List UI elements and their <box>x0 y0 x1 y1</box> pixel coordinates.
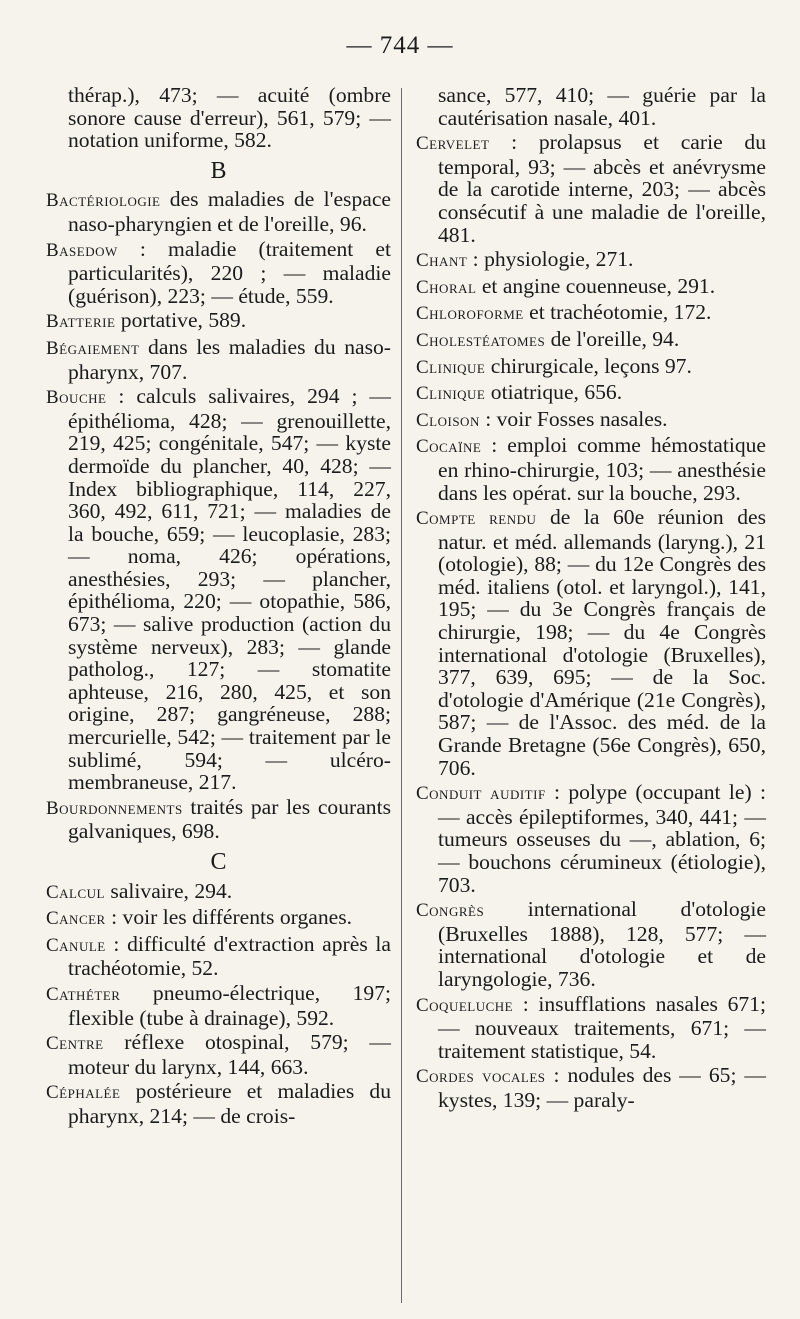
entry-heading: Calcul <box>46 881 106 903</box>
entry-text: portative, 589. <box>115 308 247 333</box>
entry-text: traités par les courants galvaniques, 698. <box>68 794 391 844</box>
entry-heading: Bactériologie <box>46 190 161 212</box>
entry-heading: Basedow <box>46 239 118 261</box>
index-entry <box>46 906 391 931</box>
index-entry <box>46 238 391 308</box>
entry-heading: Chloroforme <box>416 303 524 325</box>
index-entry <box>416 275 766 300</box>
index-entry <box>46 336 391 383</box>
index-entry <box>46 309 391 334</box>
entry-text: : polype (occupant le) : — accès épileptiformes, 340, 441; — tumeurs osseuses du —, ablation, 6; — bouchons cérumineux (étiologie), 703. <box>438 780 766 897</box>
entry-text: et trachéotomie, 172. <box>523 300 712 325</box>
index-entry <box>416 355 766 380</box>
entry-heading: Clinique <box>416 356 486 378</box>
entry-text: dans les maladies du naso-pharynx, 707. <box>68 334 391 384</box>
entry-text: salivaire, 294. <box>105 878 233 903</box>
entry-heading: Cancer <box>46 908 106 930</box>
entry-text: chirurgicale, leçons 97. <box>485 353 692 378</box>
entry-heading: Conduit auditif <box>416 783 546 805</box>
entry-heading: Chant <box>416 250 468 272</box>
entry-text: pneumo-électrique, 197; flexible (tube à drainage), 592. <box>68 980 391 1030</box>
index-entry <box>416 131 766 246</box>
index-entry <box>46 385 391 794</box>
entry-text: réflexe otospinal, 579; — moteur du larynx, 144, 663. <box>68 1030 391 1079</box>
entry-heading: Cocaïne <box>416 436 482 458</box>
index-entry <box>416 301 766 326</box>
section-letter-c: C <box>210 849 227 875</box>
entry-text: et angine couenneuse, 291. <box>476 273 716 298</box>
index-entry <box>416 506 766 779</box>
index-entry <box>46 1080 391 1127</box>
entry-heading: Compte rendu <box>416 508 537 530</box>
index-entry <box>46 188 391 235</box>
entry-heading: Bouche <box>46 387 107 409</box>
entry-text: : voir les différents organes. <box>105 905 353 930</box>
entry-text: : maladie (traitement et particularités), 220 ; — maladie (guérison), 223; — étude, 559. <box>68 236 391 308</box>
entry-heading: Céphalée <box>46 1082 121 1104</box>
entry-text: international d'otologie (Bruxelles 1888), 128, 577; — international d'otologie et de laryngologie, 736. <box>438 897 766 991</box>
index-entry <box>46 982 391 1029</box>
entry-text: : voir Fosses nasales. <box>479 406 668 431</box>
index-entry <box>46 796 391 843</box>
entry-text: des maladies de l'espace naso-pharyngien et de l'oreille, 96. <box>68 187 391 236</box>
entry-heading: Cloison <box>416 409 480 431</box>
index-entry <box>416 781 766 896</box>
column-divider <box>401 88 402 1303</box>
entry-text: : insufflations nasales 671; — nouveaux traitements, 671; — traitement statistique, 54. <box>438 991 766 1063</box>
index-entry <box>416 993 766 1063</box>
right-column <box>416 84 766 1114</box>
entry-heading: Choral <box>416 276 477 298</box>
entry-text: : prolapsus et carie du temporal, 93; — abcès et anévrysme de la carotide interne, 203; — abcès consécutif à une maladie de l'oreille, 481. <box>438 130 766 247</box>
entry-heading: Cordes vocales <box>416 1066 546 1088</box>
entry-heading: Canule <box>46 934 106 956</box>
entry-heading: Centre <box>46 1033 104 1055</box>
entry-text: de l'oreille, 94. <box>545 326 680 351</box>
index-entry <box>46 933 391 980</box>
entry-heading: Cervelet <box>416 133 490 155</box>
left-column <box>46 84 391 1130</box>
continuation-text: thérap.), 473; — acuité (ombre sonore cause d'erreur), 561, 579; — notation uniforme, 582. <box>68 83 391 153</box>
entry-heading: Coqueluche <box>416 994 514 1016</box>
entry-heading: Batterie <box>46 311 116 333</box>
index-entry <box>416 434 766 504</box>
entry-heading: Bégaiement <box>46 337 140 359</box>
index-entry <box>46 1031 391 1078</box>
entry-heading: Bourdonnements <box>46 797 183 819</box>
section-letter-b: B <box>210 157 227 184</box>
entry-text: de la 60e réunion des natur. et méd. allemands (laryng.), 21 (otologie), 88; — du 12e Congrès des méd. italiens (otol. et laryngol.), 141, 195; — du 3e Congrès français de chirurgie, 198; — du 4e Congrès international d'otologie (Bruxelles), 377, 639, 695; — de la Soc. d'otologie d'Amérique (21e Congrès), 587; — de l'Assoc. des méd. de la Grande Bretagne (56e Congrès), 650, 706. <box>438 505 766 780</box>
index-entry <box>416 408 766 433</box>
index-entry <box>416 1064 766 1111</box>
entry-text: : nodules des — 65; — kystes, 139; — paraly- <box>438 1063 766 1112</box>
index-entry <box>416 248 766 273</box>
entry-text: : calculs salivaires, 294 ; — épithélioma, 428; — grenouillette, 219, 425; congénitale, 547; — kyste dermoïde du plancher, 40, 428; — Index bibliographique, 114, 227, 360, 492, 611, 721; — maladies de la bouche, 659; — leucoplasie, 283; — noma, 426; opérations, anesthésies, 293; — plancher, épithélioma, 220; — otopathie, 586, 673; — salive production (action du système nerveux), 283; — glande patholog., 127; — stomatite aphteuse, 216, 280, 425, et son origine, 287; gangréneuse, 288; mercurielle, 542; — traitement par le sublimé, 594; — ulcéro-membraneuse, 217. <box>68 384 391 795</box>
entry-heading: Cholestéatomes <box>416 329 546 351</box>
index-entry <box>416 381 766 406</box>
entry-text: : emploi comme hémostatique en rhino-chirurgie, 103; — anesthésie dans les opérat. sur la bouche, 293. <box>438 433 766 505</box>
continuation-text: sance, 577, 410; — guérie par la cautérisation nasale, 401. <box>438 83 766 130</box>
entry-text: otiatrique, 656. <box>485 380 623 405</box>
entry-heading: Congrès <box>416 900 485 922</box>
page-number: — 744 — <box>346 32 454 59</box>
entry-text: : difficulté d'extraction après la trachéotomie, 52. <box>68 931 391 981</box>
entry-text: : physiologie, 271. <box>467 247 634 272</box>
index-entry <box>46 880 391 905</box>
entry-heading: Clinique <box>416 383 486 405</box>
index-entry <box>416 898 766 990</box>
index-entry <box>416 328 766 353</box>
entry-text: postérieure et maladies du pharynx, 214; — de crois- <box>68 1079 391 1128</box>
entry-heading: Cathéter <box>46 983 121 1005</box>
